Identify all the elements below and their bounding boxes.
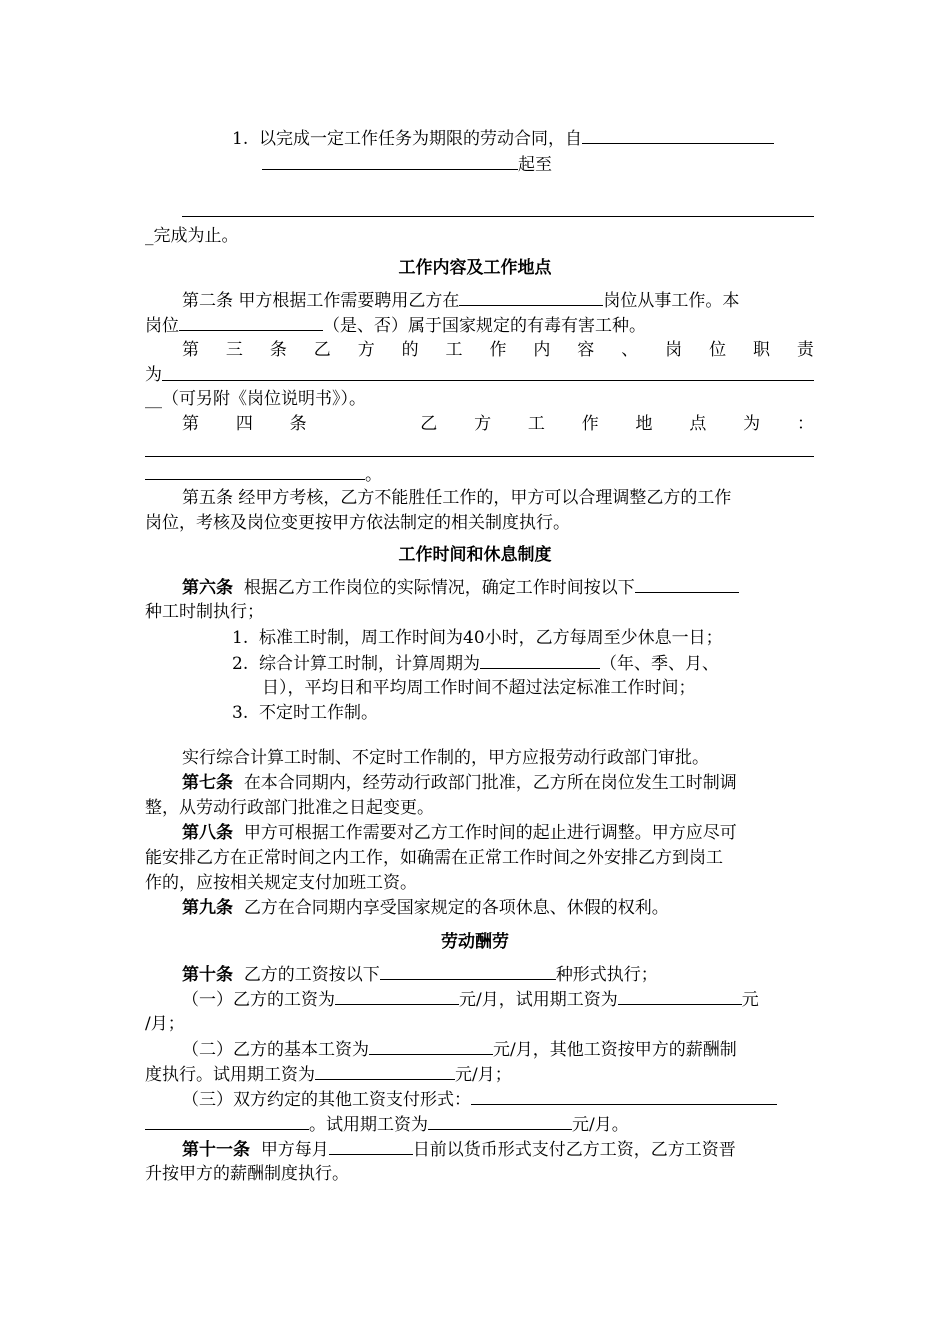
hours-item-2-cont: 日），平均日和平均周工作时间不超过法定标准工作时间； — [262, 678, 696, 698]
term-item-text: 以完成一定工作任务为期限的劳动合同，自 — [259, 129, 583, 149]
article-9-text-a: 乙方在合同期内享受国家规定的各项休息、休假的权利。 — [243, 898, 669, 918]
location-blank-cont[interactable] — [145, 462, 365, 480]
article-2-text-a: 第二条 甲方根据工作需要聘用乙方在 — [182, 291, 460, 311]
article-2-line-2 — [145, 313, 646, 338]
char: 地 — [635, 414, 653, 434]
option-2-text-a: （二）乙方的基本工资为 — [182, 1040, 369, 1060]
hours-item-text: 不定时工作制。 — [259, 703, 379, 723]
article-11-text-b: 日前以货币形式支付乙方工资，乙方工资晋 — [412, 1140, 736, 1160]
item-number: 1. — [232, 129, 249, 149]
char: 职 — [752, 340, 770, 360]
article-4-line-3 — [145, 462, 382, 487]
gap — [343, 412, 383, 436]
wage-form-blank[interactable] — [380, 962, 556, 980]
option-2-text-b: 元/月，其他工资按甲方的薪酬制 — [493, 1040, 737, 1060]
char: 容 — [577, 340, 595, 360]
article-7-text-a: 在本合同期内，经劳动行政部门批准，乙方所在岗位发生工时制调 — [243, 773, 737, 793]
article-label: 第六条 — [182, 578, 233, 598]
hours-item-text: 综合计算工时制，计算周期为 — [259, 654, 481, 674]
char: 条 — [289, 414, 307, 434]
section-heading-work-time: 工作时间和休息制度 — [398, 545, 552, 565]
probation-wage-blank-2[interactable] — [315, 1062, 455, 1080]
char: 方 — [474, 414, 492, 434]
until-text: 起至 — [518, 155, 552, 175]
item-number: 1. — [232, 628, 249, 648]
article-3-line-1 — [182, 338, 814, 362]
article-7-line-1 — [182, 771, 737, 795]
article-10-text-b: 种形式执行； — [555, 965, 658, 985]
item-number: 3. — [232, 703, 249, 723]
article-7-line-2: 整，从劳动行政部门批准之日起变更。 — [145, 798, 434, 818]
section-heading-remuneration: 劳动酬劳 — [441, 932, 509, 952]
option-2-text-c: 度执行。试用期工资为 — [145, 1065, 315, 1085]
article-8-line-1 — [182, 821, 737, 845]
char: 点 — [689, 414, 707, 434]
option-3-text-b: 。试用期工资为 — [309, 1115, 428, 1135]
article-2-text-b: 岗位从事工作。本 — [603, 291, 740, 311]
char: 的 — [401, 340, 419, 360]
char: 三 — [225, 340, 243, 360]
char: 、 — [621, 340, 639, 360]
char: 为 — [743, 414, 761, 434]
article-6-line-2: 种工时制执行； — [145, 602, 264, 622]
article-11-text-a: 甲方每月 — [260, 1140, 329, 1160]
article-2-text-d: （是、否）属于国家规定的有毒有害工种。 — [323, 316, 646, 336]
char: 岗 — [665, 340, 683, 360]
article-8-text-a: 甲方可根据工作需要对乙方工作时间的起止进行调整。甲方应尽可 — [243, 823, 737, 843]
char: 工 — [527, 414, 545, 434]
duty-blank[interactable] — [162, 380, 814, 381]
article-5-line-1: 第五条 经甲方考核，乙方不能胜任工作的，甲方可以合理调整乙方的工作 — [182, 488, 732, 508]
item-number: 2. — [232, 654, 249, 674]
article-2-line-1 — [182, 288, 739, 313]
option-3-text-a: （三）双方约定的其他工资支付形式： — [182, 1090, 471, 1110]
option-2-text-d: 元/月； — [455, 1065, 512, 1085]
option-1-text-a: （一）乙方的工资为 — [182, 990, 335, 1010]
char: 第 — [182, 414, 199, 434]
article-4-line-1 — [182, 412, 814, 436]
article-2-text-c: 岗位 — [145, 316, 179, 336]
article-label: 第八条 — [182, 823, 233, 843]
wage-blank[interactable] — [335, 987, 459, 1005]
option-3-line-1 — [182, 1087, 777, 1112]
hours-item-3 — [232, 701, 378, 725]
until-complete: _完成为止。 — [145, 226, 239, 246]
article-10-text-a: 乙方的工资按以下 — [243, 965, 380, 985]
period: 。 — [365, 465, 382, 485]
other-wage-form-blank[interactable] — [471, 1087, 777, 1105]
article-9-line-1 — [182, 896, 669, 920]
hours-item-1 — [232, 626, 723, 650]
char: ： — [796, 414, 814, 434]
article-6-line-1 — [182, 575, 739, 600]
article-label: 第七条 — [182, 773, 233, 793]
pay-day-blank[interactable] — [329, 1137, 413, 1155]
work-hours-type-blank[interactable] — [635, 575, 739, 593]
section-heading-work-content: 工作内容及工作地点 — [398, 258, 552, 278]
option-1-line-2: /月； — [145, 1014, 185, 1034]
article-8-line-3: 作的，应按相关规定支付加班工资。 — [145, 873, 417, 893]
char: 作 — [581, 414, 599, 434]
option-2-line-1 — [182, 1037, 737, 1062]
char: 责 — [796, 340, 814, 360]
hazard-blank[interactable] — [179, 313, 323, 331]
position-blank[interactable] — [459, 288, 603, 306]
approval-note: 实行综合计算工时制、不定时工作制的，甲方应报劳动行政部门审批。 — [182, 748, 709, 768]
option-3-text-c: 元/月。 — [572, 1115, 629, 1135]
probation-wage-blank[interactable] — [618, 987, 742, 1005]
option-2-line-2 — [145, 1062, 512, 1087]
article-5-line-2: 岗位，考核及岗位变更按甲方依法制定的相关制度执行。 — [145, 513, 570, 533]
hours-item-text: 标准工时制，周工作时间为40小时，乙方每周至少休息一日； — [259, 628, 723, 648]
article-11-line-1 — [182, 1137, 736, 1162]
term-item-1-cont — [262, 152, 552, 177]
option-1-line-1 — [182, 987, 759, 1012]
task-blank[interactable] — [182, 216, 814, 217]
probation-wage-blank-3[interactable] — [428, 1112, 572, 1130]
base-wage-blank[interactable] — [369, 1037, 493, 1055]
char: 乙 — [313, 340, 331, 360]
char: 方 — [357, 340, 375, 360]
option-1-text-c: 元 — [741, 990, 759, 1010]
start-date-blank-cont[interactable] — [262, 152, 518, 170]
article-label: 第十条 — [182, 965, 233, 985]
char: 条 — [269, 340, 287, 360]
article-3-line-2: 为 — [145, 365, 162, 385]
char: 工 — [445, 340, 463, 360]
char: 乙 — [420, 414, 438, 434]
start-date-blank[interactable] — [582, 126, 774, 144]
location-blank[interactable] — [145, 456, 814, 457]
option-1-text-b: 元/月，试用期工资为 — [459, 990, 618, 1010]
option-3-line-2 — [145, 1112, 629, 1137]
char: 内 — [533, 340, 551, 360]
term-item-1 — [232, 126, 774, 151]
char: 作 — [489, 340, 507, 360]
article-10-line-1 — [182, 962, 658, 987]
article-3-line-3: __（可另附《岗位说明书》）。 — [145, 389, 366, 409]
hours-item-text-2: （年、季、月、 — [600, 654, 720, 674]
char: 位 — [709, 340, 727, 360]
period-blank[interactable] — [480, 651, 600, 669]
article-11-line-2: 升按甲方的薪酬制度执行。 — [145, 1164, 349, 1184]
char: 第 — [182, 340, 199, 360]
article-label: 第十一条 — [182, 1140, 250, 1160]
other-wage-form-blank-cont[interactable] — [145, 1112, 309, 1130]
article-label: 第九条 — [182, 898, 233, 918]
article-8-line-2: 能安排乙方在正常时间之内工作，如确需在正常工作时间之外安排乙方到岗工 — [145, 848, 723, 868]
hours-item-2 — [232, 651, 719, 676]
char: 四 — [235, 414, 253, 434]
article-6-text-a: 根据乙方工作岗位的实际情况，确定工作时间按以下 — [243, 578, 635, 598]
